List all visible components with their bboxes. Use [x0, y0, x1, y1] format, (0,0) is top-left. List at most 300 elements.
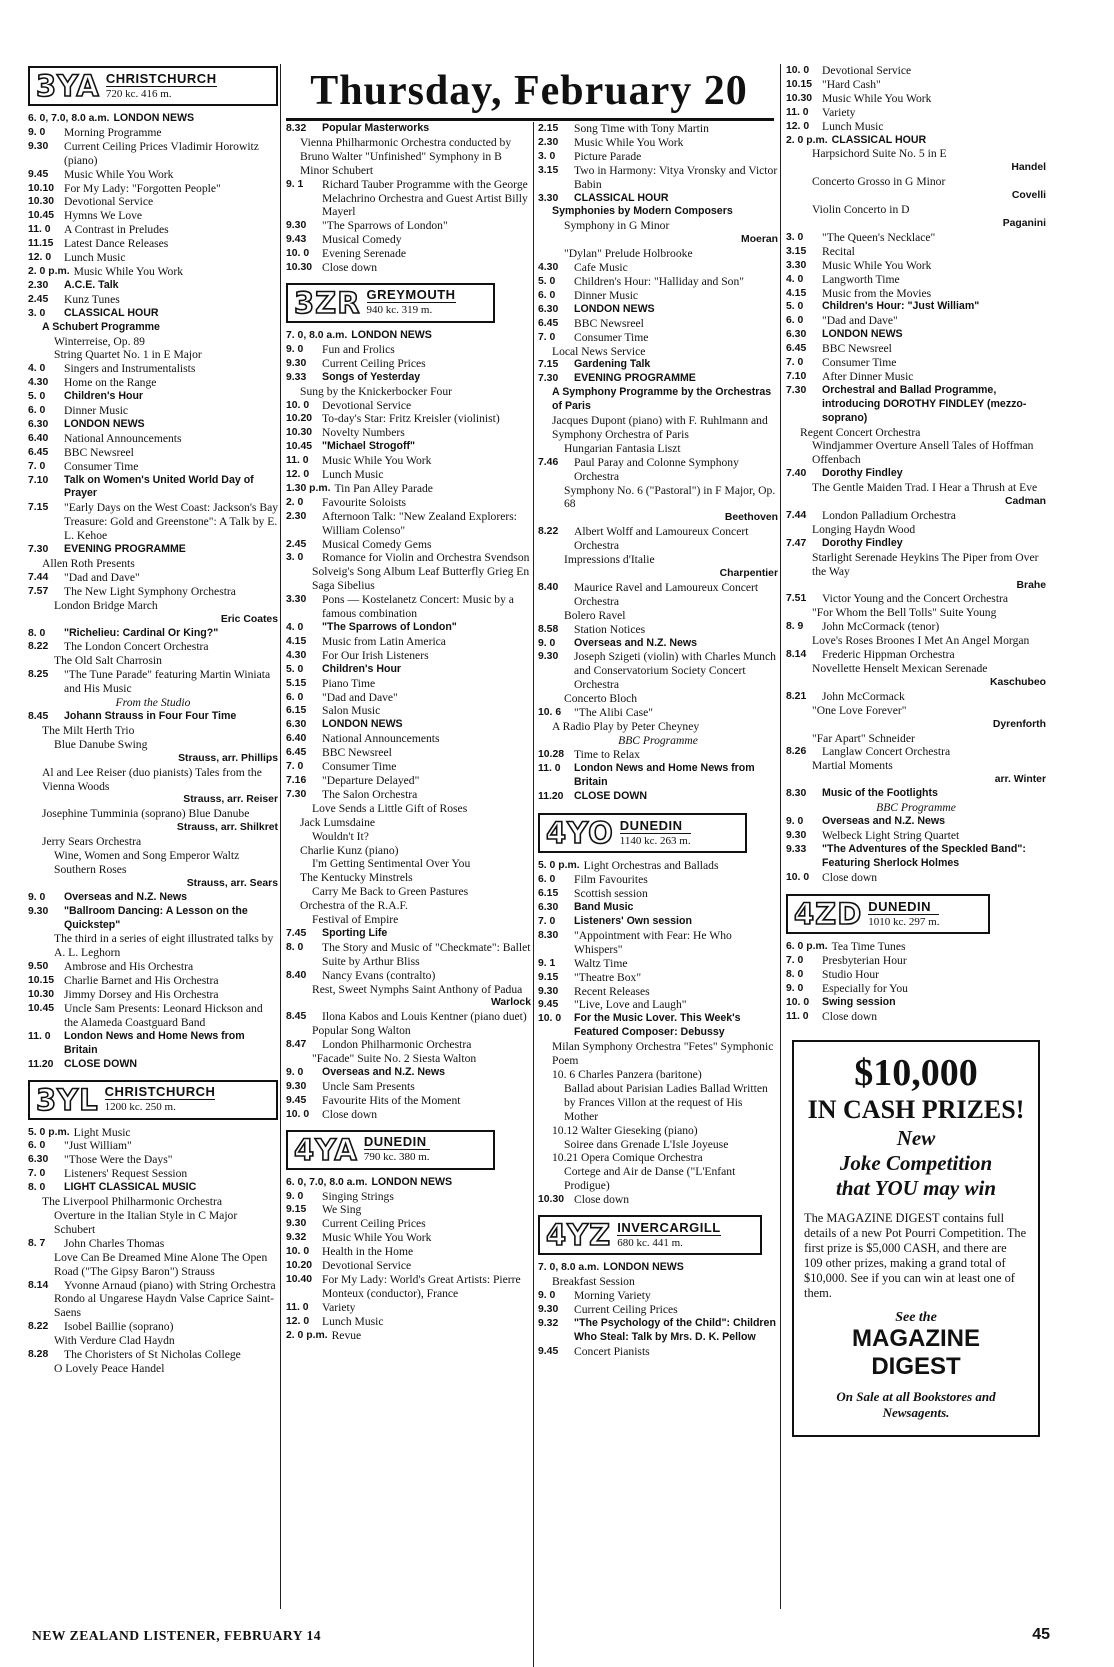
entry-time: 2. 0 p.m. — [786, 134, 828, 146]
schedule-entry — [538, 1082, 778, 1124]
entry-time: 9. 0 — [28, 891, 46, 903]
schedule-entry — [286, 261, 531, 275]
station-frequency: 720 kc. 416 m. — [106, 86, 217, 101]
schedule-entry — [786, 537, 1046, 551]
composer-credit: Strauss, arr. Sears — [186, 877, 278, 889]
schedule-entry — [28, 1153, 278, 1167]
entry-title: Harpsichord Suite No. 5 in E — [812, 147, 947, 161]
schedule-entry — [286, 1024, 531, 1038]
schedule-entry — [286, 357, 531, 371]
entry-title: "Just William" — [64, 1139, 132, 1153]
station-frequency: 680 kc. 441 m. — [617, 1235, 721, 1250]
schedule-entry — [786, 439, 1046, 467]
entry-time: 7.30 — [286, 788, 307, 800]
entry-time: 10.20 — [286, 1260, 313, 1272]
entry-time: 9. 0 — [28, 126, 46, 138]
entry-title: Symphony No. 6 ("Pastoral") in F Major, Op. 68 — [564, 483, 776, 511]
entry-title: "Richelieu: Cardinal Or King?" — [64, 626, 219, 639]
schedule-entry — [28, 237, 278, 251]
schedule-entry — [286, 816, 531, 830]
schedule-entry — [286, 969, 531, 983]
entry-title: Current Ceiling Prices — [574, 1302, 678, 1316]
entry-title: Music While You Work — [822, 91, 932, 105]
entry-title: Kunz Tunes — [64, 292, 120, 306]
schedule-entry — [538, 456, 778, 484]
entry-time: 7.44 — [28, 571, 49, 583]
schedule-entry — [286, 621, 531, 635]
entry-title: Close down — [322, 261, 378, 275]
entry-title: Rest, Sweet Nymphs Saint Anthony of Padua — [312, 982, 523, 996]
entry-time: 9.45 — [28, 168, 49, 180]
schedule-entry — [286, 871, 531, 885]
entry-title: "Facade" Suite No. 2 Siesta Walton — [312, 1052, 477, 1066]
schedule-entry — [28, 362, 278, 376]
entry-title: Cafe Music — [574, 261, 628, 275]
entry-time: 11. 0 — [286, 455, 309, 467]
schedule-entry — [286, 1066, 531, 1080]
entry-time: 10.45 — [286, 441, 313, 453]
entry-time: 8.30 — [786, 788, 807, 800]
entry-time: 7. 0 — [286, 761, 304, 773]
schedule-entry — [28, 905, 278, 933]
entry-title: Rondo al Ungarese Haydn Valse Caprice Saint-Saens — [54, 1292, 275, 1320]
schedule-entry — [286, 635, 531, 649]
schedule-entry — [28, 1058, 278, 1072]
entry-title: Love Sends a Little Gift of Roses — [312, 801, 468, 815]
schedule-entry — [538, 790, 778, 804]
entry-title: CLASSICAL HOUR — [831, 133, 927, 146]
schedule-entry — [538, 345, 778, 359]
entry-time: 7.15 — [28, 502, 49, 514]
entry-title: Solveig's Song Album Leaf Butterfly Grieg En Saga Sibelius — [312, 565, 530, 593]
entry-time: 10.30 — [538, 1194, 565, 1206]
entry-time: 5. 0 — [786, 301, 804, 313]
entry-time: 8.25 — [28, 669, 49, 681]
ad-magazine-name-2: DIGEST — [871, 1352, 961, 1380]
schedule-entry — [28, 1279, 278, 1293]
composer-credit: Charpentier — [719, 568, 778, 579]
entry-time: 6. 0, 7.0, 8.0 a.m. — [28, 113, 110, 124]
schedule-entry — [28, 1030, 278, 1058]
schedule-entry — [538, 1068, 778, 1082]
entry-time: 7. 0, 8.0 a.m. — [538, 1262, 600, 1274]
entry-title: John McCormack (tenor) — [822, 620, 940, 634]
entry-title: Concerto Bloch — [564, 692, 638, 706]
schedule-entry — [538, 1345, 778, 1359]
schedule-entry — [786, 300, 1046, 314]
entry-time: 8.28 — [28, 1349, 49, 1361]
entry-title: Devotional Service — [322, 398, 412, 412]
entry-title: Vienna Philharmonic Orchestra conducted by Bruno Walter "Unfinished" Symphony in B Minor Schubert — [300, 135, 512, 177]
entry-time: 8.26 — [786, 746, 807, 758]
schedule-entry — [286, 1108, 531, 1122]
schedule-entry — [28, 724, 278, 738]
schedule-entry — [786, 940, 1046, 954]
entry-time: 11.20 — [28, 1058, 54, 1070]
entry-title: LONDON NEWS — [822, 328, 903, 341]
station-call-sign: 3ZR — [294, 285, 361, 320]
schedule-entry — [286, 385, 531, 399]
ad-magazine-name-1: MAGAZINE — [852, 1324, 980, 1352]
entry-time: 7. 0 — [538, 331, 556, 343]
schedule-entry — [286, 691, 531, 705]
entry-time: 7.57 — [28, 585, 49, 597]
entry-time: 2.45 — [28, 293, 49, 305]
entry-title: A Contrast in Preludes — [64, 223, 169, 237]
entry-title: Breakfast Session — [552, 1274, 635, 1288]
schedule-entry — [28, 418, 278, 432]
schedule-entry — [786, 968, 1046, 982]
entry-time: 9. 0 — [286, 1190, 304, 1202]
entry-title: National Announcements — [322, 732, 440, 746]
schedule-entry — [286, 1231, 531, 1245]
entry-title: Lunch Music — [322, 1314, 384, 1328]
schedule-entry — [28, 223, 278, 237]
entry-title: "Dylan" Prelude Holbrooke — [564, 247, 693, 261]
schedule-entry — [538, 358, 778, 372]
station-city: INVERCARGILL — [617, 1219, 721, 1235]
entry-title: Uncle Sam Presents: Leonard Hickson and the Alameda Coastguard Band — [64, 1002, 263, 1029]
schedule-entry — [286, 233, 531, 247]
entry-title: Film Favourites — [574, 873, 648, 887]
schedule-entry — [538, 609, 778, 623]
schedule-entry — [286, 178, 531, 220]
entry-title: Nancy Evans (contralto) — [322, 968, 436, 982]
entry-title: Light Orchestras and Ballads — [583, 859, 719, 873]
entry-title: Violin Concerto in D — [812, 203, 910, 217]
schedule-entry — [286, 913, 531, 927]
schedule-entry — [28, 640, 278, 654]
entry-time: 10. 0 — [286, 1246, 310, 1258]
entry-time: 10. 0 — [286, 399, 310, 411]
entry-title: For My Lady: World's Great Artists: Pierre Monteux (conductor), France — [322, 1272, 521, 1300]
entry-title: Especially for You — [822, 982, 908, 996]
schedule-entry — [786, 92, 1046, 106]
entry-title: Time to Relax — [574, 747, 640, 761]
entry-time: 7.45 — [286, 927, 307, 939]
entry-time: 5.15 — [286, 677, 307, 689]
entry-title: Two in Harmony: Vitya Vronsky and Victor Babin — [574, 163, 778, 191]
entry-time: 6. 0 — [786, 315, 804, 327]
schedule-entry — [286, 677, 531, 691]
entry-time: 2.45 — [286, 538, 307, 550]
entry-title: The Story and Music of "Checkmate": Ballet Suite by Arthur Bliss — [322, 940, 531, 968]
entry-title: Singing Strings — [322, 1189, 394, 1203]
entry-title: Albert Wolff and Lamoureux Concert Orchestra — [574, 525, 749, 553]
schedule-entry — [538, 289, 778, 303]
entry-title: Listeners' Request Session — [64, 1167, 188, 1181]
entry-title: Consumer Time — [822, 356, 897, 370]
entry-title: BBC Newsreel — [822, 342, 892, 356]
entry-time: 3. 0 — [286, 552, 304, 564]
schedule-entry — [786, 287, 1046, 301]
entry-title: Current Ceiling Prices Vladimir Horowitz (piano) — [64, 139, 259, 167]
schedule-entry — [28, 209, 278, 223]
schedule-entry — [786, 759, 1046, 773]
composer-credit: Handel — [1011, 162, 1046, 174]
schedule-entry — [286, 649, 531, 663]
schedule-entry — [538, 372, 778, 386]
entry-title: Symphony in G Minor — [564, 219, 670, 233]
entry-title: Variety — [822, 105, 856, 119]
entry-time: 12. 0 — [786, 120, 810, 132]
entry-title: Waltz Time — [574, 956, 628, 970]
entry-title: John McCormack — [822, 689, 905, 703]
entry-time: 7.16 — [286, 774, 307, 786]
entry-title: Blue Danube Swing — [54, 737, 148, 751]
schedule-entry — [286, 899, 531, 913]
entry-title: CLASSICAL HOUR — [64, 306, 159, 319]
entry-title: Salon Music — [322, 704, 381, 718]
entry-title: Close down — [574, 1193, 630, 1207]
entry-title: "One Love Forever" — [812, 703, 907, 717]
schedule-entry — [538, 1165, 778, 1193]
entry-time: 10.15 — [786, 78, 813, 90]
entry-time: 9.30 — [286, 220, 307, 232]
schedule-entry — [28, 307, 278, 321]
page-title: Thursday, February 20 — [310, 68, 748, 114]
programme-credit: From the Studio — [115, 696, 191, 710]
schedule-3ya — [28, 112, 278, 1072]
schedule-entry — [28, 335, 278, 349]
schedule-entry — [538, 205, 778, 219]
schedule-entry — [538, 1303, 778, 1317]
schedule-entry — [786, 843, 1046, 871]
entry-title: Novelty Numbers — [322, 426, 405, 440]
entry-title: Josephine Tumminia (soprano) Blue Danube — [42, 807, 250, 821]
entry-title: "Early Days on the West Coast: Jackson's Bay Treasure: Gold and Greenstone": A Talk by E. L. Kehoe — [64, 501, 279, 543]
entry-time: 7.30 — [786, 384, 807, 396]
composer-credit: Beethoven — [724, 512, 778, 524]
schedule-3yl — [28, 1126, 278, 1376]
schedule-entry — [538, 525, 778, 553]
entry-title: Winterreise, Op. 89 — [54, 334, 145, 348]
schedule-entry — [538, 136, 778, 150]
station-frequency: 1200 kc. 250 m. — [105, 1099, 216, 1114]
entry-time: 6. 0 — [538, 874, 556, 886]
entry-time: 8. 7 — [28, 1237, 46, 1249]
column-1 — [28, 64, 278, 1376]
entry-time: 6.15 — [538, 888, 559, 900]
entry-time: 8.21 — [786, 690, 807, 702]
entry-title: London Philharmonic Orchestra — [322, 1038, 472, 1052]
schedule-entry — [786, 147, 1046, 161]
schedule-entry — [538, 1138, 778, 1152]
entry-time: 3.30 — [786, 259, 807, 271]
schedule-entry — [786, 203, 1046, 217]
entry-title: The Kentucky Minstrels — [300, 871, 413, 885]
entry-title: Love's Roses Broones I Met An Angel Morgan — [812, 634, 1030, 648]
entry-time: 9.15 — [286, 1204, 307, 1216]
entry-time: 9.45 — [538, 1345, 559, 1357]
entry-title: 10.21 Opera Comique Orchestra — [552, 1151, 703, 1165]
entry-title: 10. 6 Charles Panzera (baritone) — [552, 1068, 702, 1081]
schedule-entry — [538, 929, 778, 957]
schedule-entry — [786, 64, 1046, 78]
composer-credit: Strauss, arr. Reiser — [183, 794, 278, 806]
schedule-entry — [786, 314, 1046, 328]
entry-time: 6. 0, 7.0, 8.0 a.m. — [286, 1176, 368, 1188]
entry-title: Consumer Time — [322, 760, 397, 774]
composer-credit: Strauss, arr. Shilkret — [176, 822, 278, 834]
station-logo-3zr — [286, 283, 495, 323]
entry-time: 4.15 — [286, 635, 307, 647]
entry-title: Music While You Work — [73, 264, 184, 278]
schedule-entry — [28, 835, 278, 849]
entry-time: 7. 0, 8.0 a.m. — [286, 329, 348, 341]
entry-time: 5. 0 p.m. — [28, 1126, 70, 1138]
schedule-4zd — [786, 940, 1046, 1023]
entry-time: 6.40 — [28, 432, 49, 444]
entry-title: Overseas and N.Z. News — [322, 1066, 446, 1078]
schedule-entry — [786, 620, 1046, 634]
entry-title: Langworth Time — [822, 272, 900, 286]
entry-time: 7. 0 — [786, 357, 804, 369]
entry-title: Cortege and Air de Danse ("L'Enfant Prodigue) — [564, 1165, 736, 1193]
entry-title: Victor Young and the Concert Orchestra — [822, 592, 1009, 606]
entry-title: The Gentle Maiden Trad. I Hear a Thrush at Eve — [812, 481, 1038, 495]
entry-time: 11. 0 — [28, 224, 51, 236]
entry-title: "Live, Love and Laugh" — [574, 998, 687, 1012]
column-divider — [280, 64, 281, 1609]
station-frequency: 1140 kc. 263 m. — [619, 834, 691, 847]
entry-title: "The Tune Parade" featuring Martin Winiata and His Music — [64, 668, 271, 696]
entry-title: Morning Programme — [64, 125, 162, 139]
entry-title: Fun and Frolics — [322, 342, 395, 356]
entry-title: "Dad and Dave" — [822, 314, 898, 328]
schedule-entry — [538, 762, 778, 790]
entry-title: Charlie Barnet and His Orchestra — [64, 974, 219, 988]
schedule-entry — [286, 788, 531, 802]
entry-title: "Dad and Dave" — [322, 690, 398, 704]
entry-time: 9.32 — [286, 1232, 307, 1244]
schedule-entry — [538, 915, 778, 929]
station-logo-4yz — [538, 1215, 762, 1255]
entry-title: The Old Salt Charrosin — [54, 654, 162, 668]
entry-time: 10.30 — [28, 989, 55, 1001]
entry-title: Recent Releases — [574, 984, 650, 998]
entry-title: "The Alibi Case" — [574, 706, 654, 720]
entry-title: Overseas and N.Z. News — [574, 636, 698, 649]
entry-title: 10.12 Walter Gieseking (piano) — [552, 1123, 698, 1137]
entry-title: A.C.E. Talk — [64, 278, 119, 291]
entry-title: "The Psychology of the Child": Children Who Steal: Talk by Mrs. D. K. Pellow — [574, 1316, 776, 1343]
entry-title: Close down — [822, 870, 878, 884]
entry-time: 6.45 — [286, 747, 307, 759]
entry-time: 8.22 — [28, 1321, 49, 1333]
entry-title: The Milt Herth Trio — [42, 723, 135, 737]
entry-title: Yvonne Arnaud (piano) with String Orchestra — [64, 1278, 276, 1292]
entry-time: 2. 0 — [286, 496, 304, 508]
composer-credit: Brahe — [1016, 579, 1046, 591]
schedule-entry — [538, 247, 778, 261]
schedule-entry — [538, 1151, 778, 1165]
schedule-entry — [286, 1052, 531, 1066]
schedule-entry — [538, 386, 778, 414]
composer-credit: Cadman — [1005, 496, 1046, 508]
schedule-entry — [538, 553, 778, 567]
station-call-sign: 3YA — [36, 69, 100, 103]
entry-time: 8. 0 — [286, 941, 304, 953]
entry-title: Music While You Work — [322, 454, 432, 468]
entry-time: 12. 0 — [286, 1315, 310, 1327]
entry-title: LONDON NEWS — [351, 328, 432, 341]
entry-time: 4. 0 — [28, 363, 46, 375]
schedule-entry — [286, 704, 531, 718]
schedule-entry — [28, 1209, 278, 1237]
entry-title: Maurice Ravel and Lamoureux Concert Orchestra — [574, 580, 759, 608]
entry-title: Band Music — [574, 901, 634, 914]
entry-time: 9.30 — [538, 1303, 559, 1315]
entry-title: Jimmy Dorsey and His Orchestra — [64, 988, 219, 1002]
schedule-entry — [538, 192, 778, 206]
schedule-entry — [286, 593, 531, 621]
schedule-entry — [786, 259, 1046, 273]
entry-time: 7.47 — [786, 537, 807, 549]
entry-time: 8.14 — [786, 649, 807, 661]
entry-time: 4. 0 — [786, 273, 804, 285]
schedule-entry — [286, 1329, 531, 1343]
schedule-entry — [786, 954, 1046, 968]
entry-time: 9.30 — [538, 985, 559, 997]
schedule-entry — [28, 432, 278, 446]
entry-title: Al and Lee Reiser (duo pianists) Tales from the Vienna Woods — [42, 765, 262, 793]
schedule-entry — [286, 510, 531, 538]
entry-time: 4. 0 — [286, 622, 304, 633]
entry-title: Jacques Dupont (piano) with F. Ruhlmann and Symphony Orchestra of Paris — [552, 414, 768, 441]
entry-title: Jack Lumsdaine — [300, 815, 376, 829]
station-frequency: 940 kc. 319 m. — [367, 302, 456, 317]
schedule-entry — [28, 1126, 278, 1140]
entry-time: 4.30 — [286, 649, 307, 661]
station-city: DUNEDIN — [619, 817, 683, 833]
station-frequency: 790 kc. 380 m. — [363, 1151, 430, 1164]
entry-time: 8.58 — [538, 623, 559, 635]
entry-time: 3. 0 — [538, 150, 556, 162]
schedule-entry — [28, 112, 278, 126]
schedule-entry — [28, 1237, 278, 1251]
entry-title: Music from the Movies — [822, 286, 932, 300]
station-call-sign: 4YO — [546, 816, 614, 851]
schedule-entry — [286, 774, 531, 788]
entry-title: Home on the Range — [64, 376, 157, 390]
schedule-entry — [538, 706, 778, 720]
entry-title: Picture Parade — [574, 149, 642, 163]
schedule-entry — [538, 720, 778, 734]
schedule-entry — [28, 168, 278, 182]
entry-title: Popular Song Walton — [312, 1024, 411, 1038]
entry-title: Dorothy Findley — [822, 467, 903, 480]
schedule-entry — [286, 1259, 531, 1273]
entry-time: 7.44 — [786, 510, 807, 521]
schedule-entry — [538, 331, 778, 345]
entry-title: Richard Tauber Programme with the George Melachrino Orchestra and Guest Artist Billy Mayerl — [322, 177, 528, 219]
entry-time: 9. 0 — [538, 1289, 556, 1301]
entry-title: The London Concert Orchestra — [64, 640, 209, 654]
schedule-entry — [28, 446, 278, 460]
entry-title: Dorothy Findley — [822, 536, 903, 549]
entry-title: Uncle Sam Presents — [322, 1079, 415, 1093]
entry-title: LONDON NEWS — [113, 112, 195, 124]
entry-title: Presbyterian Hour — [822, 954, 907, 968]
entry-title: Recital — [822, 244, 855, 258]
schedule-entry — [28, 1167, 278, 1181]
schedule-entry — [28, 1320, 278, 1334]
entry-title: BBC Newsreel — [574, 316, 644, 330]
entry-time: 11.20 — [538, 790, 564, 802]
entry-time: 9.32 — [538, 1317, 559, 1329]
schedule-entry — [28, 321, 278, 335]
